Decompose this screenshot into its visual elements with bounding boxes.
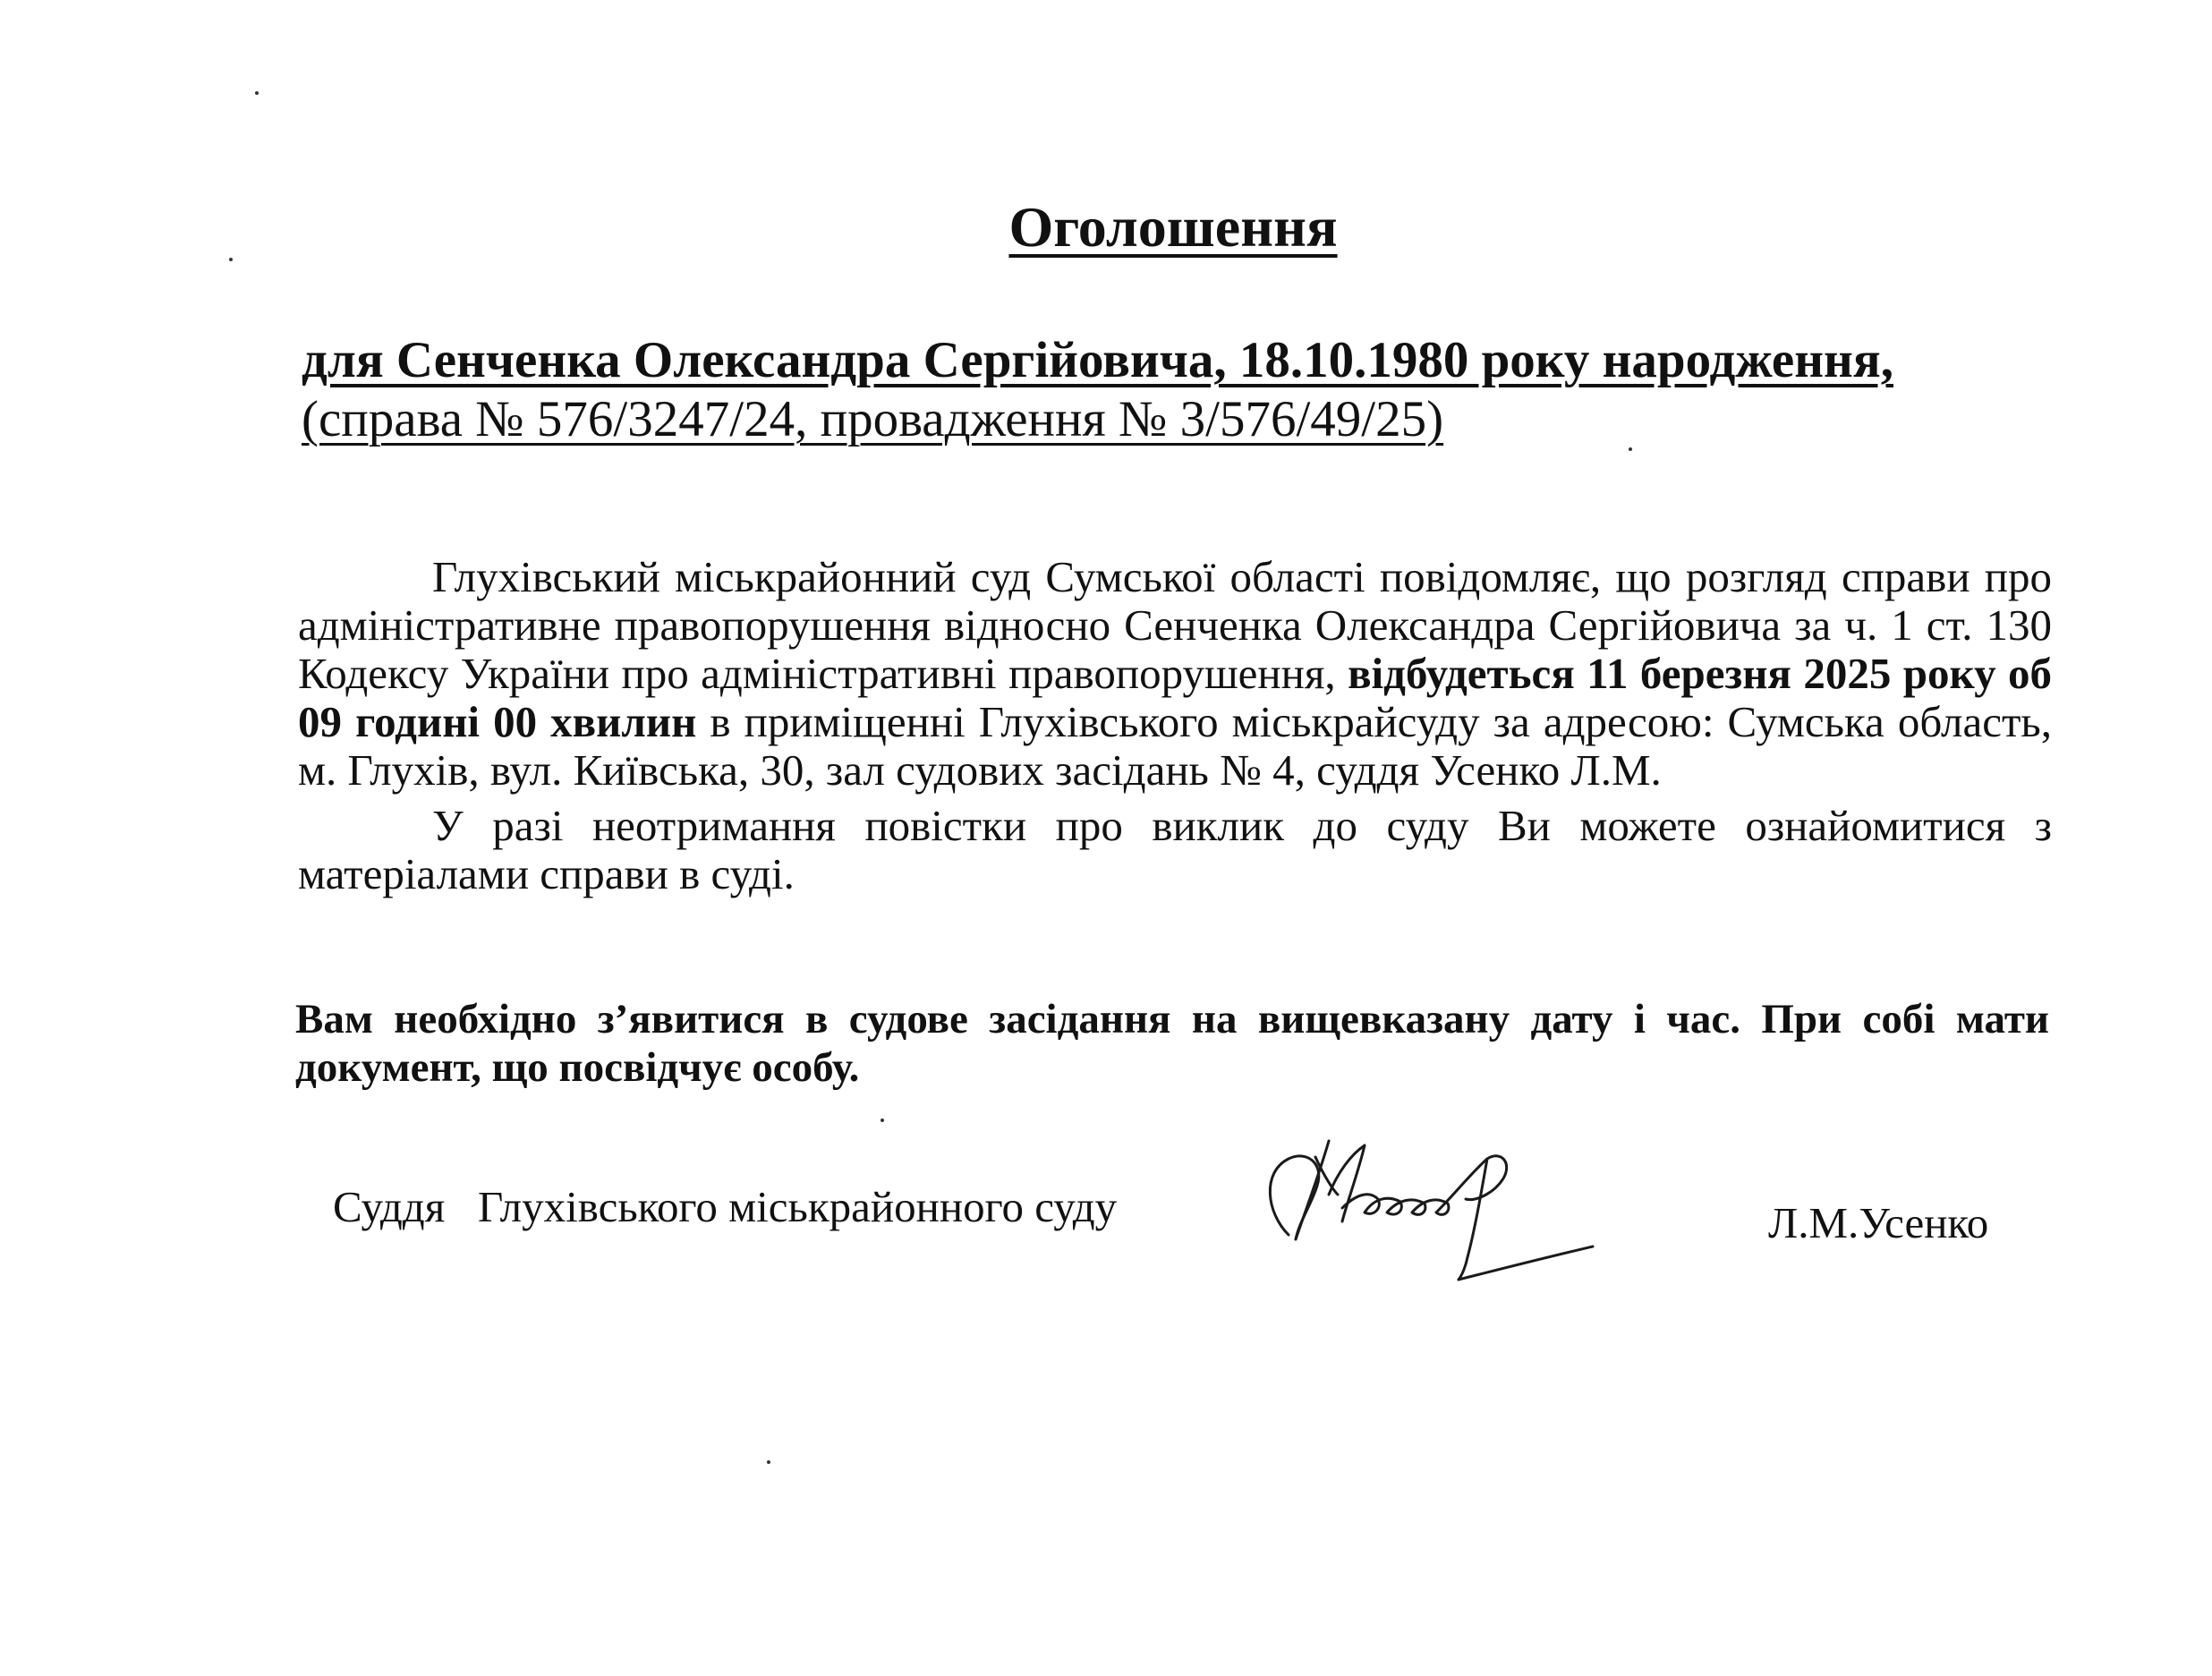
paragraph-summons: У разі неотримання повістки про виклик до суду Ви можете ознайомитися з матеріалами справи в суді. [298, 801, 2052, 898]
scan-speck [255, 91, 259, 95]
document-title [0, 195, 2212, 259]
subject-block [302, 331, 2002, 449]
hearing-date-time: відбудеться 11 березня 2025 року об 09 годині 00 хвилин [298, 649, 2052, 746]
paragraph-hearing [298, 553, 2052, 795]
announcement-body [298, 553, 2052, 898]
scan-speck [1629, 447, 1632, 451]
handwritten-signature [1253, 1123, 1629, 1293]
scan-speck [767, 1460, 770, 1464]
document-title-text: Оголошення [1008, 195, 1338, 259]
signature-judge-title: Суддя Глухівського міськрайонного суду [333, 1182, 1118, 1231]
paragraph-hearing-text-2: в приміщенні Глухівського міськрайсуду за адресою: Сумська область, м. Глухів, вул. Київська, 30, зал судових засідань № 4, суддя Усенко Л.М. [298, 697, 2052, 795]
scan-speck [881, 1119, 884, 1122]
paragraph-hearing-text-1: Глухівський міськрайонний суд Сумської області повідомляє, що розгляд справи про адміністративне правопорушення відносно Сенченка Олександра Сергійовича за ч. 1 ст. 130 Кодексу України про адміністративні правопорушення, [298, 552, 2052, 698]
subject-case-number: (справа № 576/3247/24, провадження № 3/576/49/25) [302, 391, 1444, 447]
scan-speck [229, 258, 233, 261]
subject-person: для Сенченка Олександра Сергійовича, 18.10.1980 року народження, [302, 332, 1893, 388]
attendance-notice: Вам необхідно з’явитися в судове засідання на вищевказану дату і час. При собі мати документ, що посвідчує особу. [295, 996, 2049, 1091]
signature-judge-name: Л.М.Усенко [1768, 1198, 1989, 1247]
